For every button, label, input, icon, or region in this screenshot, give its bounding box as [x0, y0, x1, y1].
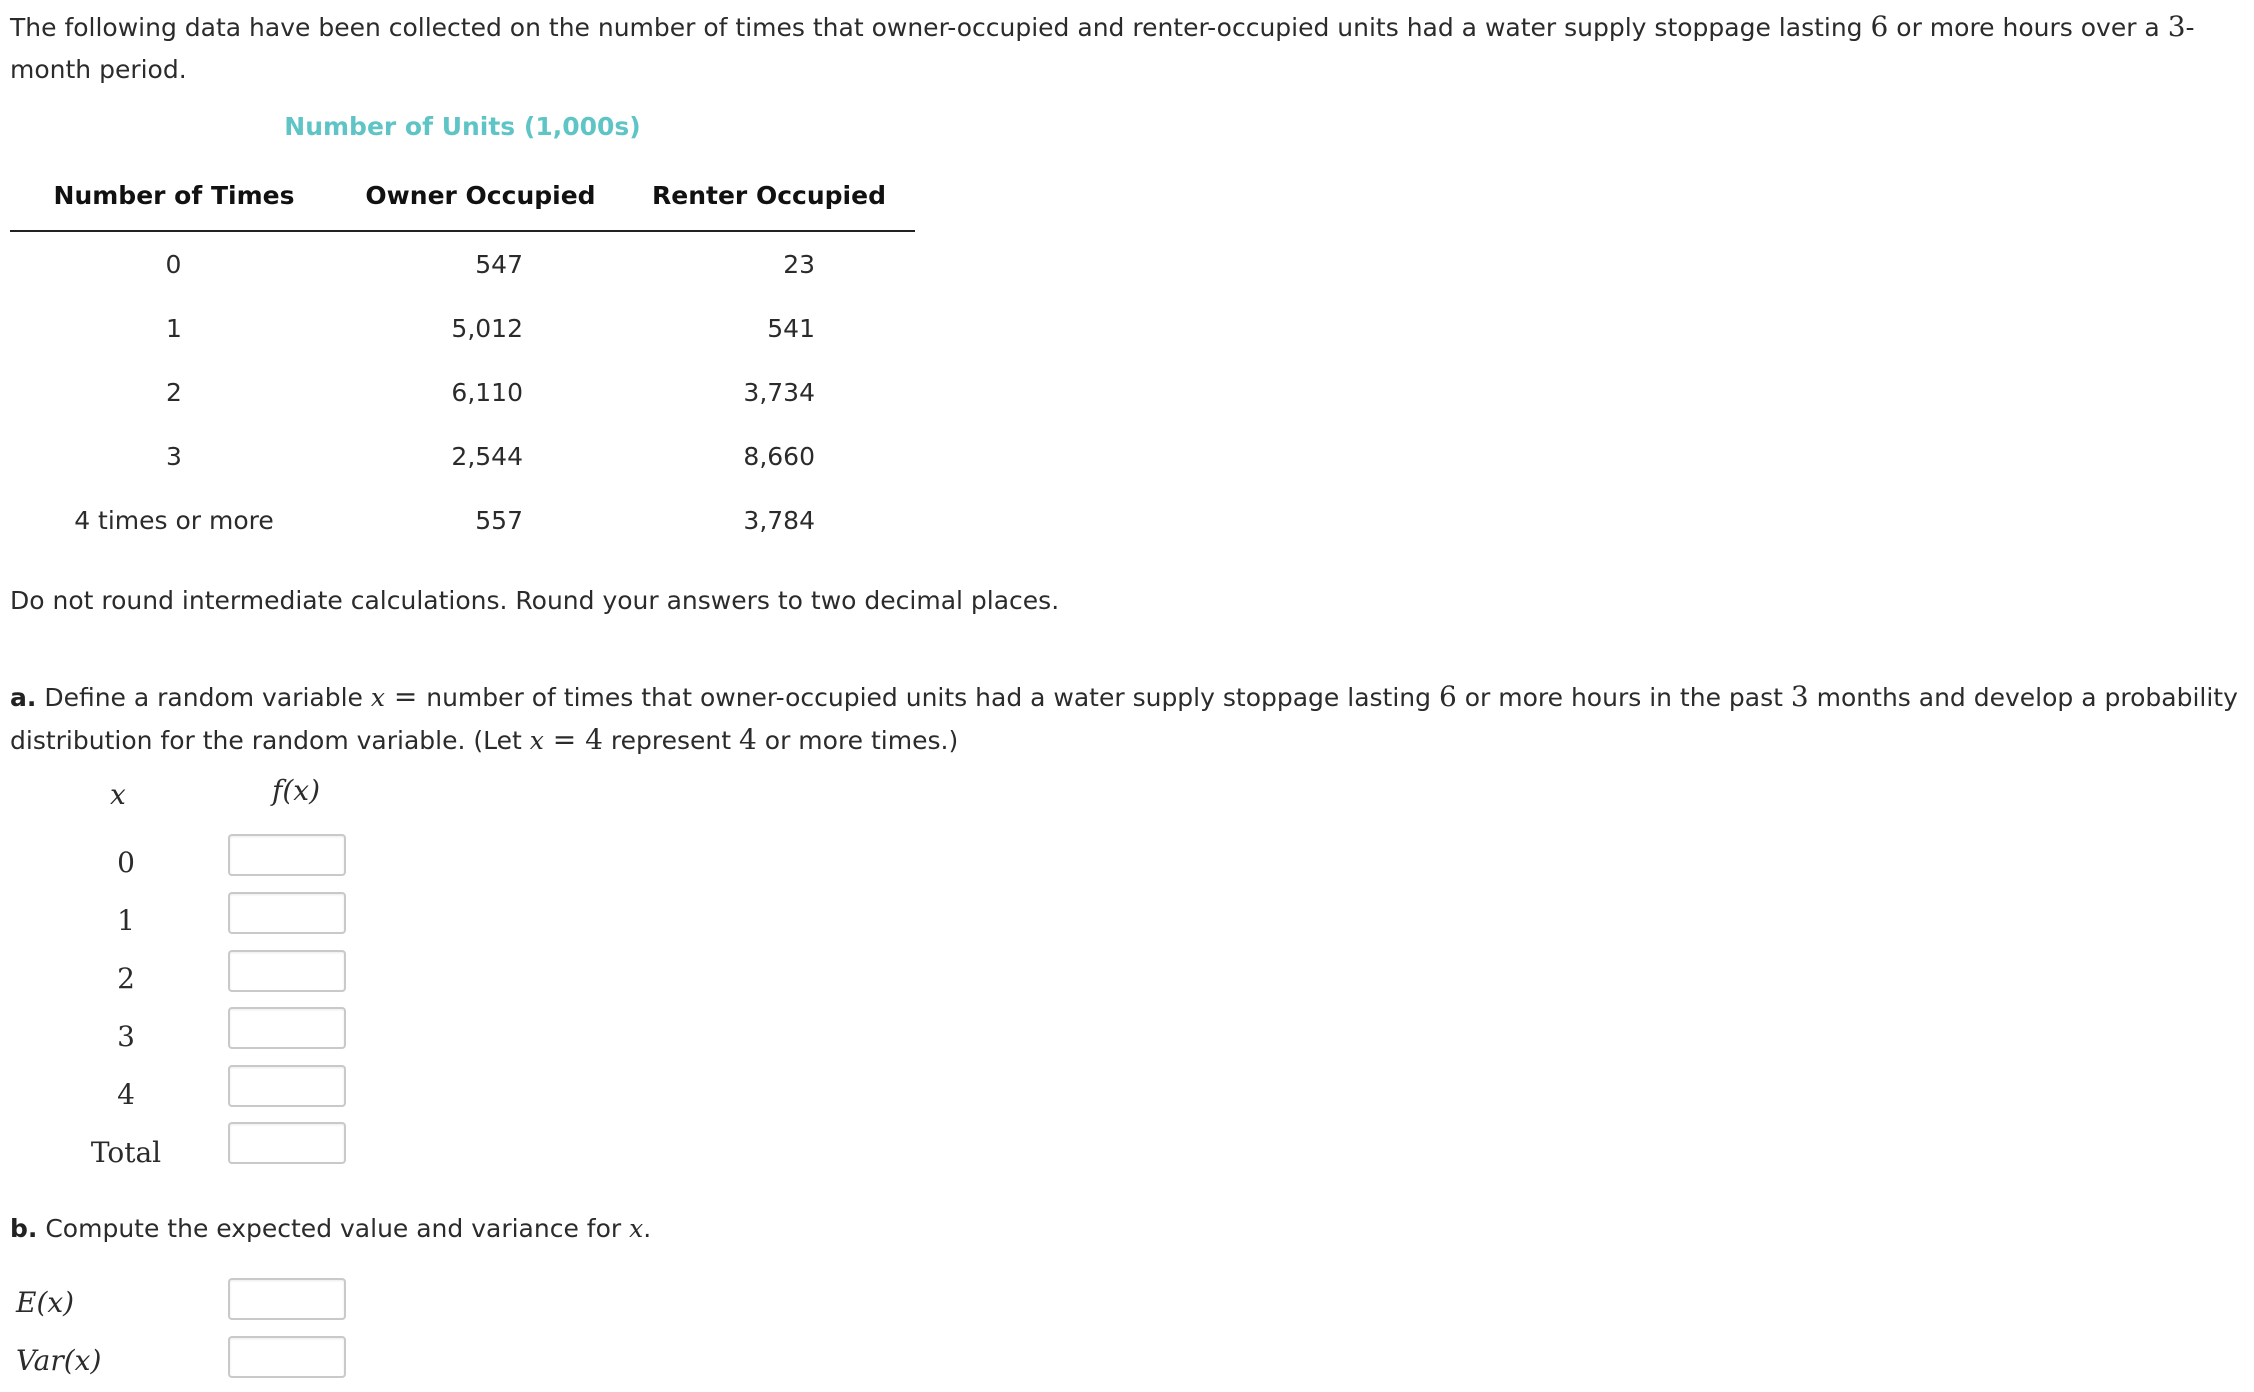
cell-renter: 8,660 — [743, 441, 815, 471]
intro-text-3: -month period. — [10, 13, 2195, 84]
dist-x-1: 1 — [117, 904, 135, 937]
cell-times: 4 times or more — [74, 505, 274, 535]
cell-times: 1 — [166, 313, 182, 343]
fx-4-input[interactable] — [228, 1065, 346, 1107]
part-a-text-1: Define a random variable — [36, 683, 371, 712]
table-row — [10, 296, 915, 360]
table-header-row — [10, 170, 915, 231]
fx-1-input[interactable] — [228, 892, 346, 934]
dist-header-fx: f(x) — [272, 774, 321, 807]
part-a-text-4: months and develop a probability distribution for the random variable. (Let — [10, 683, 2238, 755]
dist-header-x: x — [110, 778, 126, 811]
cell-times: 0 — [165, 249, 182, 279]
table-caption: Number of Units (1,000s) — [284, 112, 641, 141]
data-table — [10, 170, 915, 552]
part-b-period: . — [643, 1214, 652, 1243]
cell-owner: 547 — [475, 249, 523, 279]
part-a-text-5: represent — [602, 726, 739, 755]
header-owner-occupied: Owner Occupied — [338, 170, 623, 231]
variance-label: Var(x) — [16, 1344, 102, 1377]
fx-2-input[interactable] — [228, 950, 346, 992]
intro-paragraph — [10, 6, 2244, 91]
part-b-prompt — [10, 1208, 651, 1250]
part-a-number-3: 3 — [1790, 680, 1809, 713]
rounding-note: Do not round intermediate calculations. Round your answers to two decimal places. — [10, 586, 1060, 615]
cell-renter: 3,784 — [743, 505, 815, 535]
expected-value-label: E(x) — [16, 1286, 75, 1319]
cell-times: 3 — [166, 441, 182, 471]
cell-owner: 5,012 — [451, 313, 523, 343]
dist-total-label: Total — [90, 1136, 162, 1169]
intro-text-1: The following data have been collected on the number of times that owner-occupied and renter-occupied units had a water supply stoppage lasting — [10, 13, 1871, 42]
cell-times: 2 — [166, 377, 182, 407]
part-a-equals-2: = — [543, 723, 586, 756]
dist-x-4: 4 — [117, 1078, 135, 1111]
table-row — [10, 424, 915, 488]
cell-renter: 23 — [783, 249, 815, 279]
part-b-label: b. — [10, 1214, 38, 1243]
intro-text-2: or more hours over a — [1888, 13, 2168, 42]
cell-renter: 541 — [767, 313, 815, 343]
part-a-variable: x — [370, 683, 385, 712]
part-a-prompt — [10, 676, 2244, 762]
cell-owner: 6,110 — [451, 377, 523, 407]
part-a-number-6: 6 — [1438, 680, 1457, 713]
table-row — [10, 488, 915, 552]
dist-x-2: 2 — [117, 962, 135, 995]
part-a-text-6: or more times.) — [756, 726, 959, 755]
table-row — [10, 231, 915, 296]
fx-3-input[interactable] — [228, 1007, 346, 1049]
part-a-variable-2: x — [529, 726, 544, 755]
table-row — [10, 360, 915, 424]
part-a-text-3: or more hours in the past — [1456, 683, 1791, 712]
cell-owner: 2,544 — [451, 441, 523, 471]
part-b-text: Compute the expected value and variance for — [37, 1214, 630, 1243]
expected-value-input[interactable] — [228, 1278, 346, 1320]
cell-owner: 557 — [475, 505, 523, 535]
part-a-number-4: 4 — [585, 723, 603, 756]
part-a-equals: = — [384, 680, 427, 713]
fx-total-input[interactable] — [228, 1122, 346, 1164]
part-a-text-2: number of times that owner-occupied units had a water supply stoppage lasting — [426, 683, 1439, 712]
cell-renter: 3,734 — [743, 377, 815, 407]
dist-x-0: 0 — [117, 846, 135, 879]
header-number-of-times: Number of Times — [10, 170, 338, 231]
header-renter-occupied: Renter Occupied — [623, 170, 915, 231]
fx-0-input[interactable] — [228, 834, 346, 876]
intro-number-3: 3 — [2167, 10, 2186, 43]
part-a-label: a. — [10, 683, 37, 712]
part-a-number-4b: 4 — [739, 723, 757, 756]
part-b-variable: x — [629, 1214, 644, 1243]
intro-number-6: 6 — [1870, 10, 1889, 43]
variance-input[interactable] — [228, 1336, 346, 1378]
dist-x-3: 3 — [117, 1020, 135, 1053]
